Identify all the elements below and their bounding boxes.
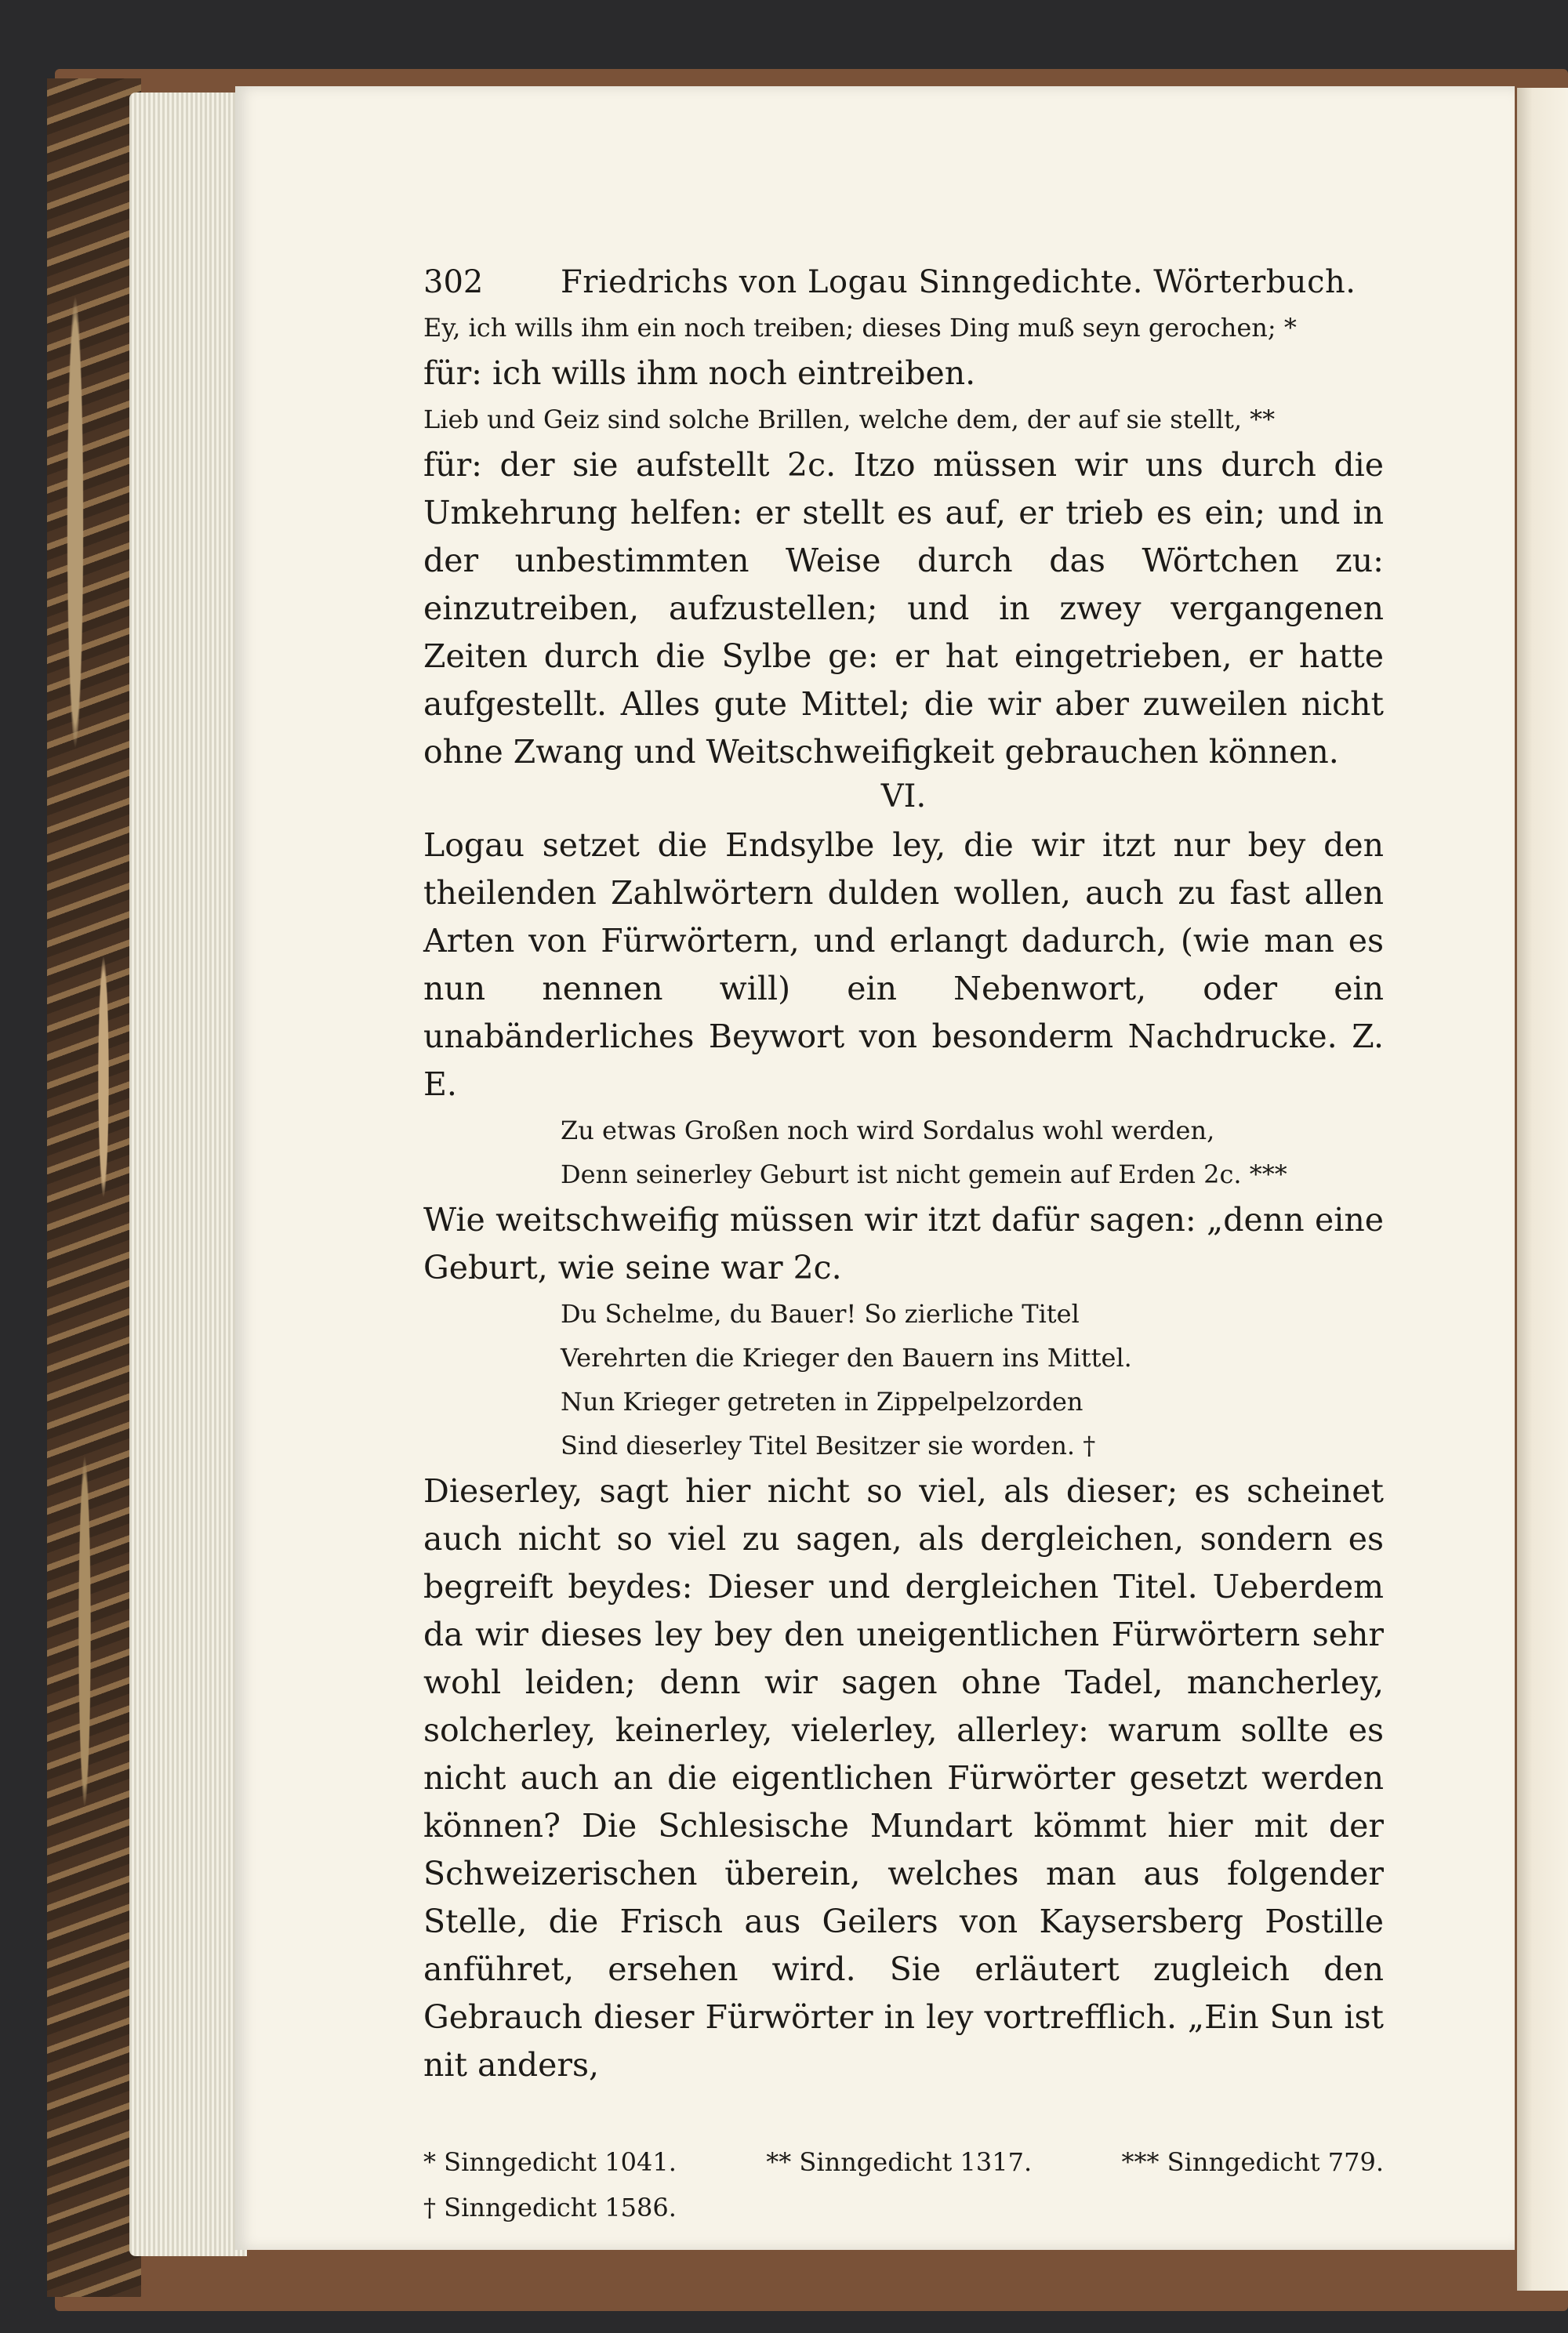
facing-page-edge bbox=[1517, 88, 1568, 2291]
page-text bbox=[423, 259, 1384, 2230]
marbled-board bbox=[47, 78, 141, 2297]
verse-line: Denn seinerley Geburt ist nicht gemein auf Erden 2c. *** bbox=[561, 1159, 1287, 1189]
verse-1 bbox=[423, 1108, 1384, 1196]
verse-line: Sind dieserley Titel Besitzer sie worden. † bbox=[561, 1431, 1096, 1460]
page-number: 302 bbox=[423, 264, 484, 300]
footnote-row bbox=[423, 2139, 1384, 2185]
paragraph-3: Wie weitschweifig müssen wir itzt dafür sagen: „denn eine Geburt, wie seine war 2c. bbox=[423, 1201, 1384, 1286]
running-header bbox=[423, 259, 1384, 306]
section-heading: VI. bbox=[880, 778, 927, 815]
paragraph-2: Logau setzet die Endsylbe ley, die wir itzt nur bey den theilenden Zahlwörtern dulden wollen, auch zu fast allen Arten von Fürwörtern, und erlangt dadurch, (wie man es nun nennen will) ein Nebenwort, oder ein unabänderliches Beywort von besonderm Nachdrucke. Z. E. bbox=[423, 826, 1384, 1103]
footnote: ** Sinngedicht 1317. bbox=[766, 2147, 1033, 2177]
paragraph-1: für: der sie aufstellt 2c. Itzo müssen wir uns durch die Umkehrung helfen: er stellt es auf, er trieb es ein; und in der unbestimmten Weise durch das Wörtchen zu: einzutreiben, aufzustellen; und in zwey vergangenen Zeiten durch die Sylbe ge: er hat eingetrieben, er hatte aufgestellt. Alles gute Mittel; die wir aber zuweilen nicht ohne Zwang und Weitschweifigkeit gebrauchen können. bbox=[423, 446, 1384, 771]
paragraph-4: Dieserley, sagt hier nicht so viel, als dieser; es scheinet auch nicht so viel zu sagen, als dergleichen, sondern es begreift beydes: Dieser und dergleichen Titel. Ueberdem da wir dieses ley bey den uneigentlichen Fürwörtern sehr wohl leiden; denn wir sagen ohne Tadel, mancherley, solcherley, keinerley, vielerley, allerley: warum sollte es nicht auch an die eigentlichen Fürwörter gesetzt werden können? Die Schlesische Mundart kömmt hier mit der Schweizerischen überein, welches man aus folgender Stelle, die Frisch aus Geilers von Kaysersberg Postille anführet, ersehen wird. Sie erläutert zugleich den Gebrauch dieser Fürwörter in ley vortrefflich. „Ein Sun ist nit anders, bbox=[423, 1472, 1384, 2084]
footnote: *** Sinngedicht 779. bbox=[1121, 2147, 1384, 2177]
verse-line: Zu etwas Großen noch wird Sordalus wohl werden, bbox=[561, 1116, 1215, 1145]
verse-line: Du Schelme, du Bauer! So zierliche Titel bbox=[561, 1299, 1080, 1329]
verse-2 bbox=[423, 1292, 1384, 1468]
footnote: † Sinngedicht 1586. bbox=[423, 2193, 677, 2222]
quote-1: Ey, ich wills ihm ein noch treiben; dieses Ding muß seyn gerochen; * bbox=[423, 313, 1297, 343]
verse-line: Nun Krieger getreten in Zippelpelzorden bbox=[561, 1387, 1083, 1417]
line-1: für: ich wills ihm noch eintreiben. bbox=[423, 354, 976, 392]
quote-2: Lieb und Geiz sind solche Brillen, welche dem, der auf sie stellt, ** bbox=[423, 405, 1276, 434]
running-title: Friedrichs von Logau Sinngedichte. Wörterbuch. bbox=[561, 264, 1356, 300]
verse-line: Verehrten die Krieger den Bauern ins Mittel. bbox=[561, 1343, 1132, 1373]
footnote: * Sinngedicht 1041. bbox=[423, 2147, 677, 2177]
page-edges bbox=[129, 93, 247, 2256]
footnotes bbox=[423, 2139, 1384, 2230]
